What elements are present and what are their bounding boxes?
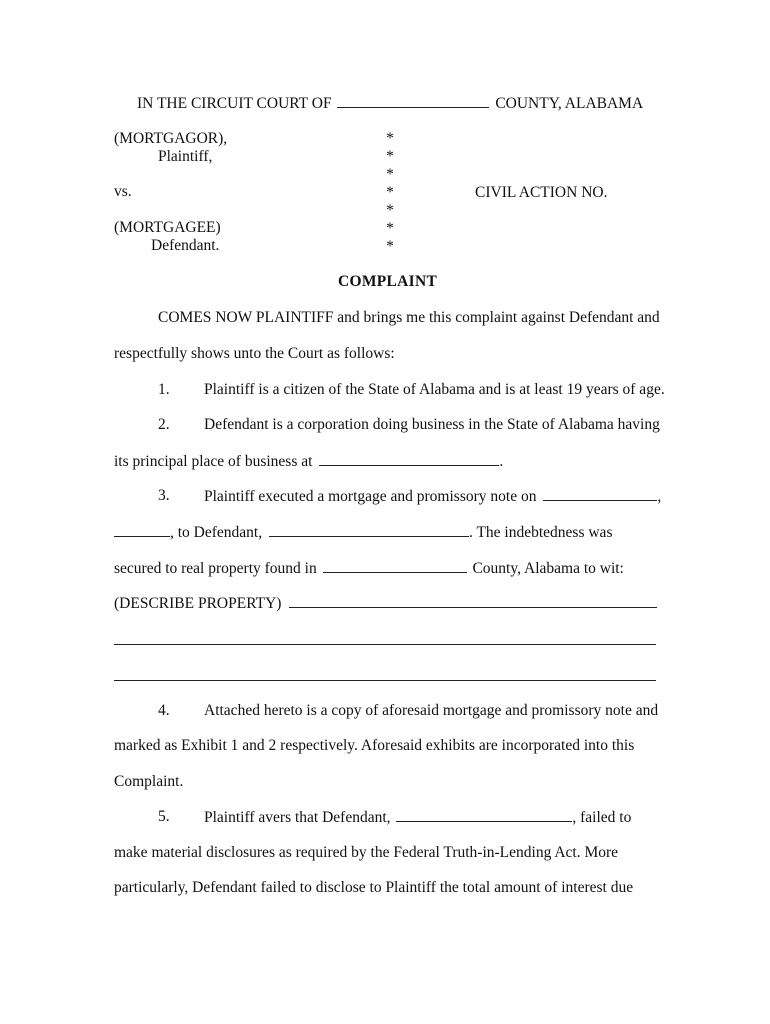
year-blank	[114, 522, 170, 537]
para-5-line-3: particularly, Defendant failed to disclose to Plaintiff the total amount of interest due	[114, 879, 634, 896]
caption-separator: *	[386, 202, 394, 219]
caption-separator: *	[386, 220, 394, 237]
plaintiff-role: Plaintiff,	[158, 148, 213, 165]
para-3-line-2	[114, 522, 612, 543]
para-1-number: 1.	[158, 381, 170, 398]
para-2-period: .	[499, 453, 504, 470]
para-4-line-1: Attached hereto is a copy of aforesaid mortgage and promissory note and	[204, 702, 659, 719]
para-3-line-1-text: Plaintiff executed a mortgage and promissory note on	[204, 488, 537, 505]
county-blank	[337, 93, 489, 108]
versus-label: vs.	[114, 183, 132, 200]
describe-property-label: (DESCRIBE PROPERTY)	[114, 595, 282, 612]
caption-separator: *	[386, 130, 394, 147]
defendant-blank	[396, 807, 572, 822]
intro-line-1: COMES NOW PLAINTIFF and brings me this complaint against Defendant and	[158, 309, 660, 326]
para-2-number: 2.	[158, 416, 170, 433]
para-3-line-3-b: County, Alabama to wit:	[472, 560, 624, 577]
para-3-line-2-a: , to Defendant,	[170, 524, 263, 541]
property-description-line-3	[114, 680, 656, 681]
caption-separator: *	[386, 184, 394, 201]
para-3-comma: ,	[657, 488, 662, 505]
intro-line-2: respectfully shows unto the Court as follows:	[114, 345, 395, 362]
property-description-blank	[289, 593, 657, 608]
defendant-role: Defendant.	[151, 237, 220, 254]
property-description-line-2	[114, 644, 656, 645]
para-5-number: 5.	[158, 808, 170, 825]
document-title: COMPLAINT	[338, 273, 438, 290]
para-3-line-1	[204, 486, 661, 507]
para-5-line-1-b: , failed to	[572, 809, 632, 826]
para-5-line-2: make material disclosures as required by the Federal Truth-in-Lending Act. More	[114, 844, 619, 861]
court-header	[137, 93, 643, 114]
plaintiff-name: (MORTGAGOR),	[114, 130, 228, 147]
para-3-line-3	[114, 558, 624, 579]
civil-action-label: CIVIL ACTION NO.	[475, 184, 608, 201]
caption-separator: *	[386, 238, 394, 255]
para-4-line-3: Complaint.	[114, 773, 184, 790]
para-4-number: 4.	[158, 702, 170, 719]
mortgage-date-blank	[543, 486, 657, 501]
para-3-line-3-a: secured to real property found in	[114, 560, 317, 577]
business-place-blank	[319, 451, 499, 466]
court-prefix: IN THE CIRCUIT COURT OF	[137, 95, 332, 112]
defendant-name-blank	[269, 522, 469, 537]
para-1-text: Plaintiff is a citizen of the State of Alabama and is at least 19 years of age.	[204, 381, 665, 398]
property-county-blank	[323, 558, 467, 573]
caption-separator: *	[386, 166, 394, 183]
para-3-line-4	[114, 593, 657, 614]
para-3-number: 3.	[158, 487, 170, 504]
para-2-line-1: Defendant is a corporation doing business in the State of Alabama having	[204, 416, 660, 433]
para-3-line-2-b: . The indebtedness was	[468, 524, 613, 541]
para-2-line-2-text: its principal place of business at	[114, 453, 313, 470]
para-5-line-1-a: Plaintiff avers that Defendant,	[204, 809, 391, 826]
caption-separator: *	[386, 148, 394, 165]
para-2-line-2	[114, 451, 503, 472]
para-4-line-2: marked as Exhibit 1 and 2 respectively. Aforesaid exhibits are incorporated into this	[114, 737, 635, 754]
para-5-line-1	[204, 807, 631, 828]
defendant-name: (MORTGAGEE)	[114, 219, 221, 236]
court-suffix: COUNTY, ALABAMA	[495, 95, 644, 112]
